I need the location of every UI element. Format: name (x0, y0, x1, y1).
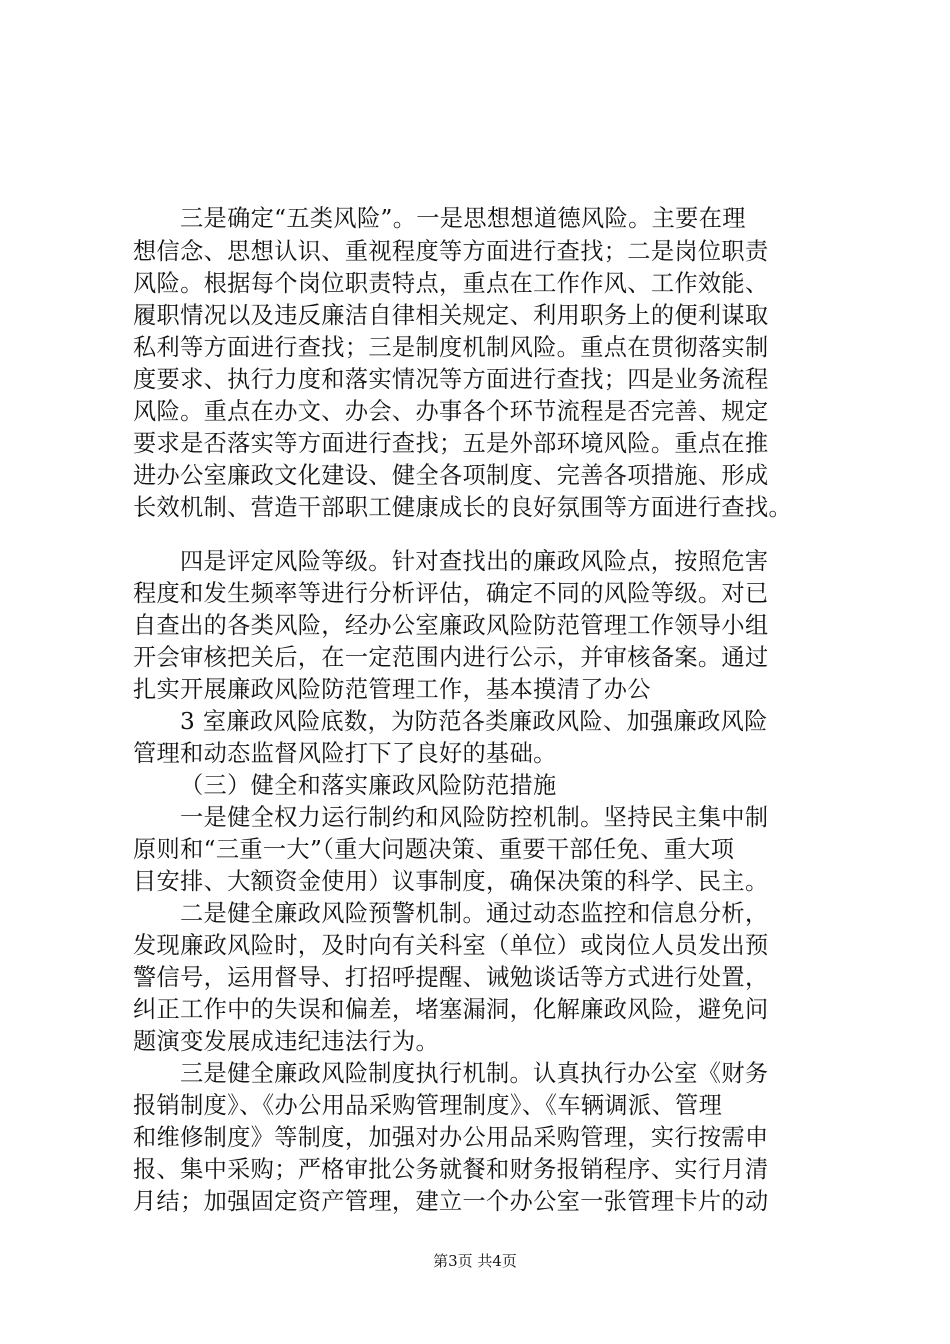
text-line: 原则和“三重一大”（重大问题决策、重要干部任免、重大项 (133, 836, 735, 863)
text-line: 开会审核把关后，在一定范围内进行公示，并审核备案。通过 (133, 644, 769, 671)
text-line: 要求是否落实等方面进行查找；五是外部环境风险。重点在推 (133, 430, 769, 457)
section-heading: （三）健全和落实廉政风险防范措施 (180, 772, 557, 799)
text-line: 进办公室廉政文化建设、健全各项制度、完善各项措施、形成 (133, 462, 769, 489)
text-line: 风险。根据每个岗位职责特点，重点在工作作风、工作效能、 (133, 270, 769, 297)
text-line: 二是健全廉政风险预警机制。通过动态监控和信息分析， (180, 900, 769, 927)
text-line: 目安排、大额资金使用）议事制度，确保决策的科学、民主。 (133, 868, 769, 895)
text-line: 四是评定风险等级。针对查找出的廉政风险点，按照危害 (180, 548, 769, 575)
text-line: 报销制度》、《办公用品采购管理制度》、《车辆调派、管理 (133, 1092, 723, 1119)
text-line: 发现廉政风险时，及时向有关科室（单位）或岗位人员发出预 (133, 932, 769, 959)
text-line: 3 室廉政风险底数，为防范各类廉政风险、加强廉政风险 (180, 708, 768, 735)
text-line: 程度和发生频率等进行分析评估，确定不同的风险等级。对已 (133, 580, 769, 607)
text-line: 自查出的各类风险，经办公室廉政风险防范管理工作领导小组 (133, 612, 769, 639)
text-line: 三是确定“五类风险”。一是思想想道德风险。主要在理 (180, 205, 746, 232)
text-line: 和维修制度》等制度，加强对办公用品采购管理，实行按需申 (133, 1124, 769, 1151)
text-line: 月结；加强固定资产管理，建立一个办公室一张管理卡片的动 (133, 1188, 769, 1215)
text-line: 三是健全廉政风险制度执行机制。认真执行办公室《财务 (180, 1060, 769, 1087)
text-line: 警信号，运用督导、打招呼提醒、诫勉谈话等方式进行处置， (133, 964, 769, 991)
text-line: 度要求、执行力度和落实情况等方面进行查找；四是业务流程 (133, 366, 769, 393)
text-line: 长效机制、营造干部职工健康成长的良好氛围等方面进行查找。 (133, 494, 793, 521)
text-line: 管理和动态监督风险打下了良好的基础。 (133, 740, 557, 767)
text-line: 报、集中采购；严格审批公务就餐和财务报销程序、实行月清 (133, 1156, 769, 1183)
text-line: 扎实开展廉政风险防范管理工作，基本摸清了办公 (133, 676, 651, 703)
text-line: 风险。重点在办文、办会、办事各个环节流程是否完善、规定 (133, 398, 769, 425)
text-line: 纠正工作中的失误和偏差，堵塞漏洞，化解廉政风险，避免问 (133, 996, 769, 1023)
text-line: 私利等方面进行查找；三是制度机制风险。重点在贯彻落实制 (133, 334, 769, 361)
text-line: 题演变发展成违纪违法行为。 (133, 1028, 439, 1055)
text-line: 履职情况以及违反廉洁自律相关规定、利用职务上的便利谋取 (133, 302, 769, 329)
page-number-footer: 第3页 共4页 (433, 1252, 517, 1270)
text-line: 想信念、思想认识、重视程度等方面进行查找；二是岗位职责 (133, 238, 769, 265)
text-line: 一是健全权力运行制约和风险防控机制。坚持民主集中制 (180, 804, 769, 831)
